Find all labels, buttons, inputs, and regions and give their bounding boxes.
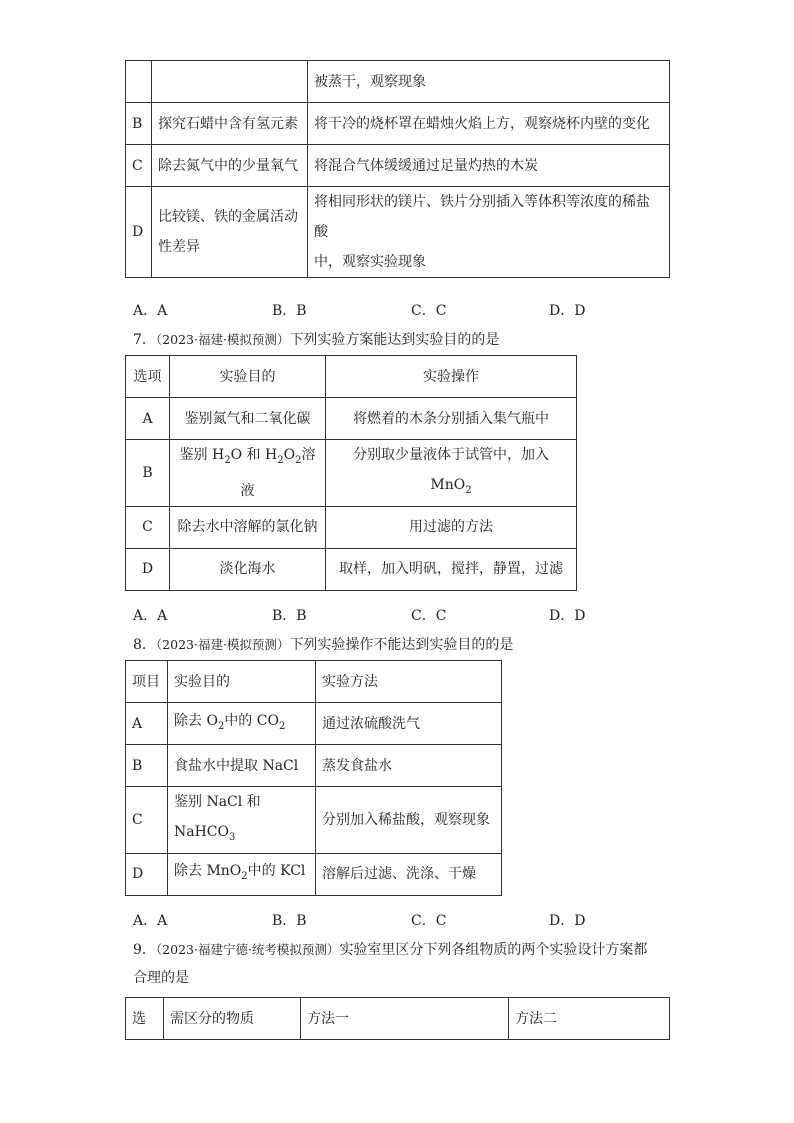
text-fragment: 分别取少量液体于试管中，加入 MnO [353,447,549,493]
option-cell: A [126,398,170,440]
column-header: 项目 [126,661,168,703]
table-row [126,506,577,548]
choice-b[interactable]: B．B [272,913,307,929]
purpose-cell [168,703,316,745]
choice-a[interactable]: A．A [133,303,168,319]
text-fragment: 中的 CO [224,712,279,729]
subscript: 2 [224,454,231,466]
choice-c[interactable]: C．C [411,608,447,624]
purpose-line: 比较镁、铁的金属活动 [158,209,298,225]
method-line: 将相同形状的镁片、铁片分别插入等体积等浓度的稀盐酸 [314,194,650,240]
table-q9 [125,997,670,1040]
option-cell: B [126,745,168,787]
table-row [126,787,502,854]
method-cell: 分别加入稀盐酸，观察现象 [316,787,502,854]
option-cell: A [126,703,168,745]
choice-c[interactable]: C．C [411,303,447,319]
table-row [126,548,577,590]
choice-d[interactable]: D．D [549,913,586,929]
choice-d[interactable]: D．D [549,608,586,624]
subscript: 2 [295,454,302,466]
table-row [126,745,502,787]
method-cell: 将干冷的烧杯罩在蜡烛火焰上方，观察烧杯内壁的变化 [308,103,670,145]
question-text: 实验室里区分下列各组物质的两个实验设计方案都 [339,942,648,958]
method-cell: 蒸发食盐水 [316,745,502,787]
choice-b[interactable]: B．B [272,608,307,624]
operation-cell [326,440,577,507]
purpose-cell [168,787,316,854]
table-header-row [126,356,577,398]
question-line [133,936,673,964]
option-cell [126,61,152,103]
purpose-cell: 探究石蜡中含有氢元素 [152,103,308,145]
subscript: 2 [277,454,284,466]
table-row [126,440,577,507]
text-fragment: 除去 O [174,712,218,729]
question-text: 下列实验方案能达到实验目的的是 [289,332,500,348]
table-top [125,60,670,278]
column-header: 实验目的 [168,661,316,703]
text-fragment: 鉴别 NaCl 和 NaHCO [174,794,261,840]
text-fragment: O 和 H [230,447,278,463]
table-q8 [125,660,502,896]
method-cell: 通过浓硫酸洗气 [316,703,502,745]
answer-choices [133,605,673,625]
option-cell: C [126,787,168,854]
table-row [126,187,670,278]
question-7 [133,326,499,354]
option-cell: B [126,103,152,145]
method-cell: 溶解后过滤、洗涤、干燥 [316,853,502,895]
subscript: 2 [241,871,248,883]
question-9 [133,936,673,992]
operation-cell: 用过滤的方法 [326,506,577,548]
choice-a[interactable]: A．A [133,608,168,624]
question-source: （2023·福建宁德·统考模拟预测） [155,942,340,957]
question-number: 8． [133,637,156,653]
column-header: 选 [126,998,164,1040]
question-number: 7． [133,332,156,348]
table-header-row [126,998,670,1040]
subscript: 2 [217,720,225,732]
subscript: 3 [229,831,236,843]
question-number: 9． [133,942,156,958]
option-cell: C [126,506,170,548]
option-cell: B [126,440,170,507]
operation-cell: 将燃着的木条分别插入集气瓶中 [326,398,577,440]
question-source: （2023·福建·模拟预测） [155,637,290,652]
text-fragment: O [283,447,296,463]
choice-c[interactable]: C．C [411,913,447,929]
purpose-line: 性差异 [158,239,200,255]
question-8 [133,631,513,659]
choice-b[interactable]: B．B [272,303,307,319]
answer-choices [133,910,673,930]
purpose-cell: 鉴别氮气和二氧化碳 [170,398,326,440]
table-row [126,145,670,187]
text-fragment: 溶液 [240,447,316,499]
option-cell: D [126,548,170,590]
option-cell: C [126,145,152,187]
table-row [126,703,502,745]
column-header: 实验目的 [170,356,326,398]
question-line: 合理的是 [133,970,189,986]
column-header: 实验方法 [316,661,502,703]
purpose-cell: 淡化海水 [170,548,326,590]
column-header: 方法一 [301,998,509,1040]
subscript: 2 [465,484,472,496]
method-cell: 被蒸干，观察现象 [308,61,670,103]
method-cell: 将混合气体缓缓通过足量灼热的木炭 [308,145,670,187]
choice-a[interactable]: A．A [133,913,168,929]
table-row [126,853,502,895]
column-header: 方法二 [509,998,670,1040]
table-row [126,61,670,103]
question-source: （2023·福建·模拟预测） [155,332,290,347]
question-text: 下列实验操作不能达到实验目的的是 [289,637,514,653]
purpose-cell [170,440,326,507]
subscript: 2 [278,720,286,732]
purpose-cell: 食盐水中提取 NaCl [168,745,316,787]
purpose-cell [152,61,308,103]
text-fragment: 鉴别 H [179,447,225,463]
method-cell [308,187,670,278]
table-header-row [126,661,502,703]
text-fragment: 中的 KCl [247,863,306,880]
table-row [126,103,670,145]
text-fragment: 除去 MnO [174,863,242,880]
choice-d[interactable]: D．D [549,303,586,319]
option-cell: D [126,853,168,895]
answer-choices [133,300,673,320]
column-header: 实验操作 [326,356,577,398]
method-line: 中，观察实验现象 [314,254,426,270]
purpose-cell [168,853,316,895]
purpose-cell [152,187,308,278]
table-q7 [125,355,577,591]
column-header: 选项 [126,356,170,398]
table-row [126,398,577,440]
operation-cell: 取样，加入明矾，搅拌，静置，过滤 [326,548,577,590]
purpose-cell: 除去水中溶解的氯化钠 [170,506,326,548]
column-header: 需区分的物质 [164,998,301,1040]
purpose-cell: 除去氮气中的少量氧气 [152,145,308,187]
option-cell: D [126,187,152,278]
